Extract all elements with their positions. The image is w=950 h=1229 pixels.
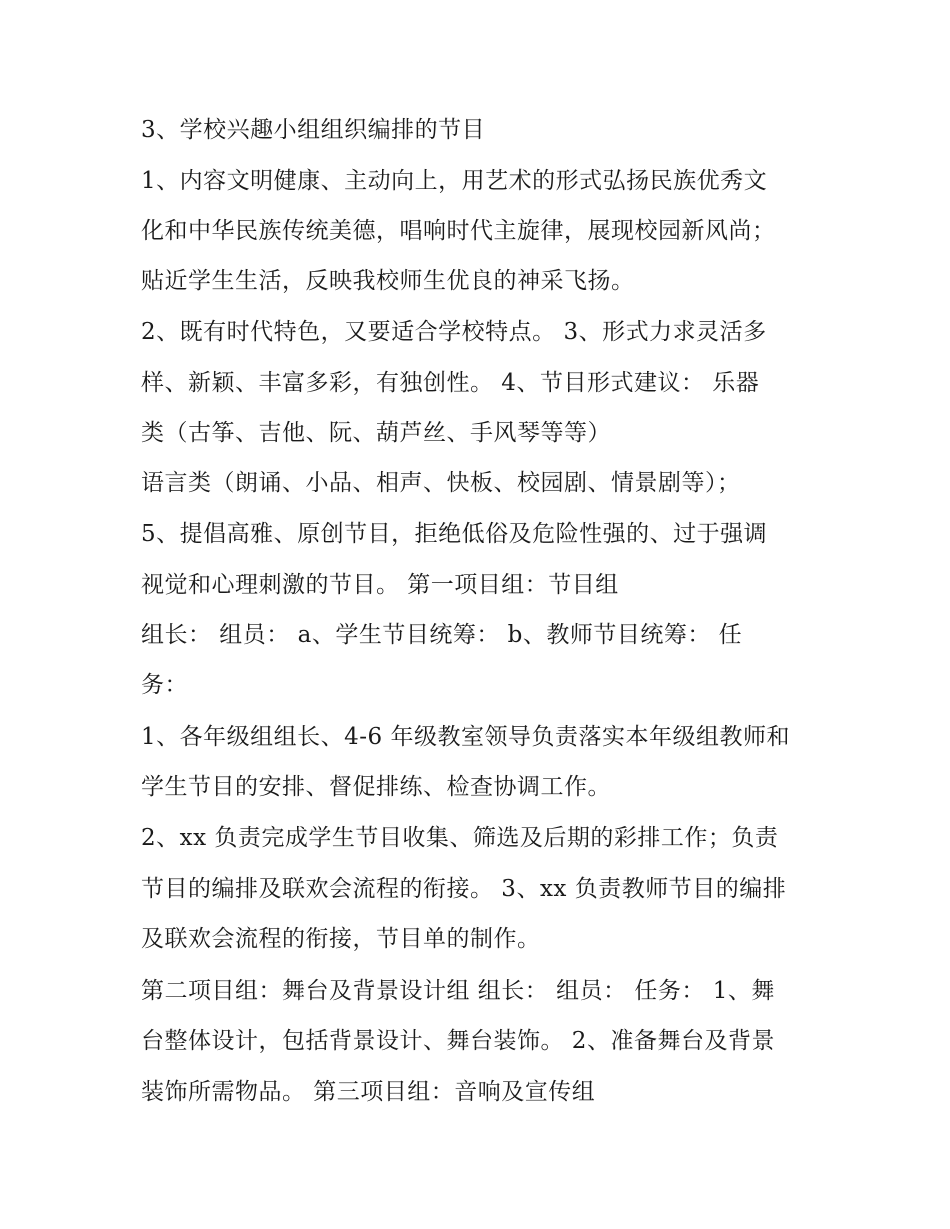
- text-line: 1、内容文明健康、主动向上，用艺术的形式弘扬民族优秀文: [141, 168, 768, 194]
- text-line: 及联欢会流程的衔接，节目单的制作。: [141, 926, 541, 952]
- text-line: 装饰所需物品。 第三项目组：音响及宣传组: [141, 1079, 596, 1105]
- text-line: 语言类（朗诵、小品、相声、快板、校园剧、情景剧等）；: [141, 470, 741, 496]
- text-line: 1、各年级组组长、4-6 年级教室领导负责落实本年级组教师和: [141, 724, 790, 750]
- text-line: 类（古筝、吉他、阮、葫芦丝、手风琴等等）: [141, 420, 611, 446]
- text-line: 5、提倡高雅、原创节目，拒绝低俗及危险性强的、过于强调: [141, 521, 768, 547]
- text-line: 组长： 组员： a、学生节目统筹： b、教师节目统筹： 任: [141, 622, 743, 648]
- text-line: 视觉和心理刺激的节目。 第一项目组：节目组: [141, 572, 619, 598]
- text-line: 样、新颖、丰富多彩，有独创性。 4、节目形式建议： 乐器: [141, 370, 760, 396]
- text-line: 化和中华民族传统美德，唱响时代主旋律，展现校园新风尚；: [141, 218, 776, 244]
- text-line: 第二项目组：舞台及背景设计组 组长： 组员： 任务： 1、舞: [141, 978, 775, 1004]
- text-line: 贴近学生生活，反映我校师生优良的神采飞扬。: [141, 268, 635, 294]
- text-line: 2、xx 负责完成学生节目收集、筛选及后期的彩排工作；负责: [141, 825, 779, 851]
- text-line: 台整体设计，包括背景设计、舞台装饰。 2、准备舞台及背景: [141, 1028, 775, 1054]
- text-line: 2、既有时代特色，又要适合学校特点。 3、形式力求灵活多: [141, 319, 767, 345]
- text-line: 务：: [141, 672, 188, 698]
- text-line: 3、学校兴趣小组组织编排的节目: [141, 117, 486, 143]
- text-line: 学生节目的安排、督促排练、检查协调工作。: [141, 774, 611, 800]
- text-line: 节目的编排及联欢会流程的衔接。 3、xx 负责教师节目的编排: [141, 876, 787, 902]
